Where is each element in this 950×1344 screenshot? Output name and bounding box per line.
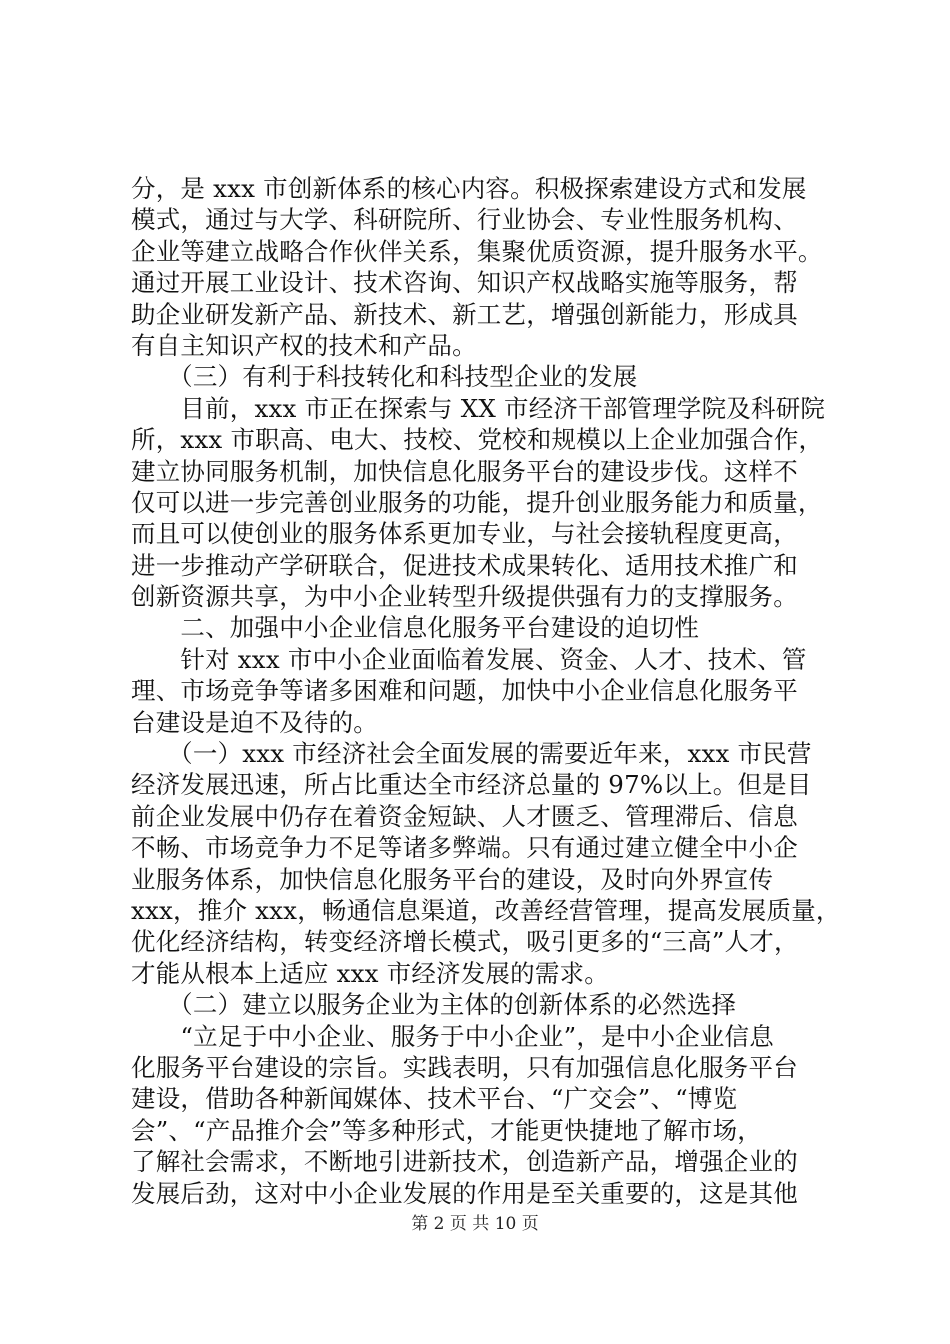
text-line: 了解社会需求，不断地引进新技术，创造新产品，增强企业的 [131,1147,798,1177]
section-heading: （三）有利于科技转化和科技型企业的发展 [131,362,638,392]
text-line: 企业等建立战略合作伙伴关系，集聚优质资源，提升服务水平。 [131,236,823,266]
text-line: （一）xxx 市经济社会全面发展的需要近年来，xxx 市民营 [131,739,812,769]
text-line: 创新资源共享，为中小企业转型升级提供强有力的支撑服务。 [131,582,798,612]
text-line: 有自主知识产权的技术和产品。 [131,330,477,360]
text-line: 分，是 xxx 市创新体系的核心内容。积极探索建设方式和发展 [131,174,807,203]
text-line: 不畅、市场竞争力不足等诸多弊端。只有通过建立健全中小企 [131,833,798,863]
page-footer: 第 2 页 共 10 页 [411,1214,539,1234]
text-line: 所，xxx 市职高、电大、技校、党校和规模以上企业加强合作， [131,425,824,455]
text-line: 理、市场竞争等诸多困难和问题，加快中小企业信息化服务平 [131,676,798,706]
document-body [131,173,841,1209]
text-line: 才能从根本上适应 xxx 市经济发展的需求。 [131,958,609,988]
section-heading: （二）建立以服务企业为主体的创新体系的必然选择 [131,990,737,1020]
text-line: “立足于中小企业、服务于中小企业”，是中小企业信息 [131,1021,774,1051]
text-line: 会”、“产品推介会”等多种形式，才能更快捷地了解市场， [131,1115,762,1145]
text-line: 经济发展迅速，所占比重达全市经济总量的 97%以上。但是目 [131,770,812,800]
section-heading: 二、加强中小企业信息化服务平台建设的迫切性 [131,613,700,643]
text-line: 目前，xxx 市正在探索与 XX 市经济干部管理学院及科研院 [131,393,826,423]
text-line: 前企业发展中仍存在着资金短缺、人才匮乏、管理滞后、信息 [131,801,798,831]
text-line: 发展后劲，这对中小企业发展的作用是至关重要的，这是其他 [131,1178,798,1208]
text-line: xxx，推介 xxx，畅通信息渠道，改善经营管理，提高发展质量， [131,895,841,925]
text-line: 化服务平台建设的宗旨。实践表明，只有加强信息化服务平台 [131,1052,798,1082]
text-line: 优化经济结构，转变经济增长模式，吸引更多的“三高”人才， [131,927,799,957]
text-line: 模式，通过与大学、科研院所、行业协会、专业性服务机构、 [131,205,798,235]
text-line: 而且可以使创业的服务体系更加专业，与社会接轨程度更高， [131,519,798,549]
text-line: 助企业研发新产品、新技术、新工艺，增强创新能力，形成具 [131,299,798,329]
text-line: 业服务体系，加快信息化服务平台的建设，及时向外界宣传 [131,864,774,894]
text-line: 针对 xxx 市中小企业面临着发展、资金、人才、技术、管 [131,644,807,674]
text-line: 仅可以进一步完善创业服务的功能，提升创业服务能力和质量， [131,487,823,517]
text-line: 进一步推动产学研联合，促进技术成果转化、适用技术推广和 [131,550,798,580]
text-line: 建立协同服务机制，加快信息化服务平台的建设步伐。这样不 [131,456,798,486]
text-line: 通过开展工业设计、技术咨询、知识产权战略实施等服务，帮 [131,268,798,298]
text-line: 台建设是迫不及待的。 [131,707,378,737]
text-line: 建设，借助各种新闻媒体、技术平台、“广交会”、“博览 [131,1084,738,1114]
